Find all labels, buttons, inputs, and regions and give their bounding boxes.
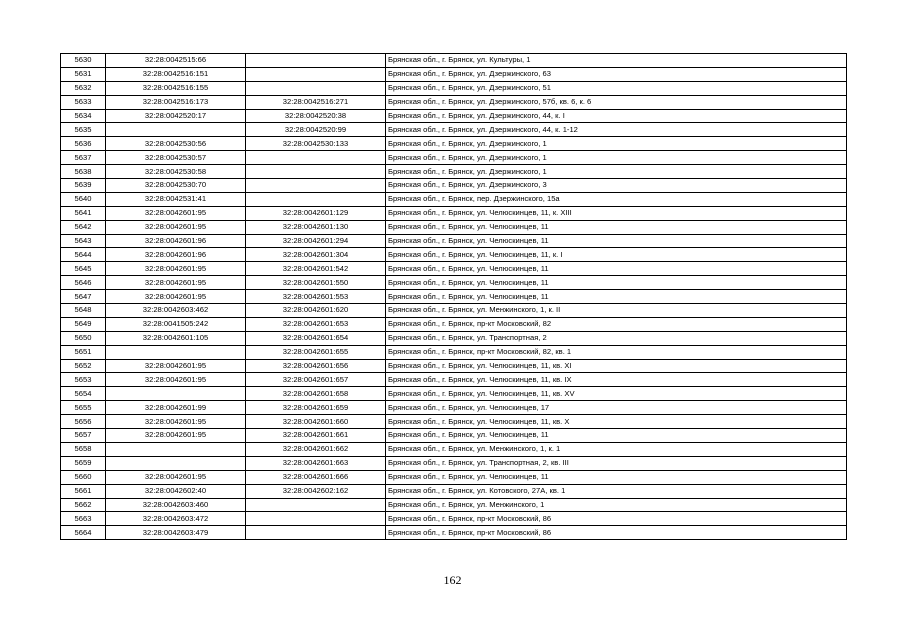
- land-cadastral-number-cell: 32:28:0042516:151: [106, 67, 246, 81]
- row-number-cell: 5648: [61, 304, 106, 318]
- object-cadastral-number-cell: 32:28:0042601:661: [246, 429, 386, 443]
- table-row: [61, 498, 847, 512]
- address-cell: Брянская обл., г. Брянск, ул. Челюскинцев, 11: [386, 220, 847, 234]
- table-row: [61, 456, 847, 470]
- land-cadastral-number-cell: 32:28:0042603:479: [106, 526, 246, 540]
- object-cadastral-number-cell: 32:28:0042601:294: [246, 234, 386, 248]
- address-cell: Брянская обл., г. Брянск, пр-кт Московский, 86: [386, 512, 847, 526]
- object-cadastral-number-cell: 32:28:0042601:657: [246, 373, 386, 387]
- object-cadastral-number-cell: 32:28:0042520:38: [246, 109, 386, 123]
- object-cadastral-number-cell: 32:28:0042530:133: [246, 137, 386, 151]
- land-cadastral-number-cell: [106, 456, 246, 470]
- row-number-cell: 5647: [61, 290, 106, 304]
- object-cadastral-number-cell: [246, 526, 386, 540]
- land-cadastral-number-cell: 32:28:0042530:57: [106, 151, 246, 165]
- table-row: [61, 179, 847, 193]
- address-cell: Брянская обл., г. Брянск, пер. Дзержинского, 15а: [386, 192, 847, 206]
- row-number-cell: 5663: [61, 512, 106, 526]
- address-cell: Брянская обл., г. Брянск, ул. Челюскинцев, 11: [386, 429, 847, 443]
- row-number-cell: 5639: [61, 179, 106, 193]
- row-number-cell: 5654: [61, 387, 106, 401]
- object-cadastral-number-cell: [246, 67, 386, 81]
- land-cadastral-number-cell: 32:28:0042530:56: [106, 137, 246, 151]
- object-cadastral-number-cell: [246, 179, 386, 193]
- table-row: [61, 317, 847, 331]
- land-cadastral-number-cell: [106, 123, 246, 137]
- row-number-cell: 5662: [61, 498, 106, 512]
- object-cadastral-number-cell: 32:28:0042601:130: [246, 220, 386, 234]
- row-number-cell: 5649: [61, 317, 106, 331]
- object-cadastral-number-cell: 32:28:0042601:666: [246, 470, 386, 484]
- row-number-cell: 5634: [61, 109, 106, 123]
- land-cadastral-number-cell: 32:28:0042601:95: [106, 415, 246, 429]
- address-cell: Брянская обл., г. Брянск, ул. Челюскинцев, 11: [386, 470, 847, 484]
- row-number-cell: 5632: [61, 81, 106, 95]
- table-row: [61, 67, 847, 81]
- address-cell: Брянская обл., г. Брянск, ул. Челюскинцев, 11, к. I: [386, 248, 847, 262]
- table-row: [61, 95, 847, 109]
- row-number-cell: 5651: [61, 345, 106, 359]
- table-row: [61, 137, 847, 151]
- row-number-cell: 5631: [61, 67, 106, 81]
- row-number-cell: 5661: [61, 484, 106, 498]
- table-row: [61, 276, 847, 290]
- land-cadastral-number-cell: 32:28:0042601:105: [106, 331, 246, 345]
- object-cadastral-number-cell: [246, 498, 386, 512]
- table-row: [61, 345, 847, 359]
- table-row: [61, 234, 847, 248]
- row-number-cell: 5644: [61, 248, 106, 262]
- row-number-cell: 5641: [61, 206, 106, 220]
- table-row: [61, 387, 847, 401]
- land-cadastral-number-cell: 32:28:0042601:95: [106, 276, 246, 290]
- object-cadastral-number-cell: [246, 81, 386, 95]
- table-row: [61, 123, 847, 137]
- object-cadastral-number-cell: 32:28:0042520:99: [246, 123, 386, 137]
- object-cadastral-number-cell: 32:28:0042601:663: [246, 456, 386, 470]
- object-cadastral-number-cell: [246, 192, 386, 206]
- land-cadastral-number-cell: 32:28:0042520:17: [106, 109, 246, 123]
- land-cadastral-number-cell: 32:28:0042601:95: [106, 429, 246, 443]
- object-cadastral-number-cell: 32:28:0042601:653: [246, 317, 386, 331]
- table-row: [61, 415, 847, 429]
- object-cadastral-number-cell: 32:28:0042601:654: [246, 331, 386, 345]
- land-cadastral-number-cell: 32:28:0042530:70: [106, 179, 246, 193]
- address-cell: Брянская обл., г. Брянск, ул. Челюскинцев, 11, к. XIII: [386, 206, 847, 220]
- address-cell: Брянская обл., г. Брянск, ул. Дзержинского, 44, к. 1-12: [386, 123, 847, 137]
- address-cell: Брянская обл., г. Брянск, пр-кт Московский, 82, кв. 1: [386, 345, 847, 359]
- row-number-cell: 5630: [61, 54, 106, 68]
- row-number-cell: 5653: [61, 373, 106, 387]
- object-cadastral-number-cell: 32:28:0042601:129: [246, 206, 386, 220]
- object-cadastral-number-cell: 32:28:0042601:655: [246, 345, 386, 359]
- row-number-cell: 5643: [61, 234, 106, 248]
- table-row: [61, 442, 847, 456]
- address-cell: Брянская обл., г. Брянск, пр-кт Московский, 82: [386, 317, 847, 331]
- address-cell: Брянская обл., г. Брянск, ул. Челюскинцев, 11: [386, 234, 847, 248]
- row-number-cell: 5656: [61, 415, 106, 429]
- table-row: [61, 109, 847, 123]
- object-cadastral-number-cell: 32:28:0042601:553: [246, 290, 386, 304]
- address-cell: Брянская обл., г. Брянск, ул. Челюскинцев, 11: [386, 262, 847, 276]
- row-number-cell: 5645: [61, 262, 106, 276]
- land-cadastral-number-cell: 32:28:0042601:95: [106, 290, 246, 304]
- table-row: [61, 373, 847, 387]
- land-cadastral-number-cell: [106, 345, 246, 359]
- object-cadastral-number-cell: 32:28:0042601:659: [246, 401, 386, 415]
- object-cadastral-number-cell: 32:28:0042601:550: [246, 276, 386, 290]
- table-row: [61, 290, 847, 304]
- object-cadastral-number-cell: 32:28:0042602:162: [246, 484, 386, 498]
- table-row: [61, 304, 847, 318]
- table-row: [61, 54, 847, 68]
- table-row: [61, 331, 847, 345]
- land-cadastral-number-cell: 32:28:0042516:155: [106, 81, 246, 95]
- land-cadastral-number-cell: 32:28:0042515:66: [106, 54, 246, 68]
- object-cadastral-number-cell: 32:28:0042601:660: [246, 415, 386, 429]
- object-cadastral-number-cell: [246, 54, 386, 68]
- land-cadastral-number-cell: 32:28:0042516:173: [106, 95, 246, 109]
- land-cadastral-number-cell: 32:28:0042603:462: [106, 304, 246, 318]
- address-cell: Брянская обл., г. Брянск, ул. Челюскинцев, 11: [386, 276, 847, 290]
- address-cell: Брянская обл., г. Брянск, ул. Челюскинцев, 11, кв. XV: [386, 387, 847, 401]
- land-cadastral-number-cell: 32:28:0042601:99: [106, 401, 246, 415]
- address-cell: Брянская обл., г. Брянск, ул. Дзержинского, 51: [386, 81, 847, 95]
- object-cadastral-number-cell: 32:28:0042601:656: [246, 359, 386, 373]
- land-cadastral-number-cell: 32:28:0042601:95: [106, 262, 246, 276]
- address-cell: Брянская обл., г. Брянск, ул. Челюскинцев, 17: [386, 401, 847, 415]
- object-cadastral-number-cell: 32:28:0042601:304: [246, 248, 386, 262]
- row-number-cell: 5657: [61, 429, 106, 443]
- object-cadastral-number-cell: [246, 151, 386, 165]
- cadastral-registry-table: [60, 53, 847, 540]
- address-cell: Брянская обл., г. Брянск, ул. Дзержинского, 3: [386, 179, 847, 193]
- land-cadastral-number-cell: 32:28:0042603:472: [106, 512, 246, 526]
- object-cadastral-number-cell: 32:28:0042601:620: [246, 304, 386, 318]
- object-cadastral-number-cell: 32:28:0042601:662: [246, 442, 386, 456]
- table-row: [61, 401, 847, 415]
- land-cadastral-number-cell: 32:28:0041505:242: [106, 317, 246, 331]
- table-row: [61, 151, 847, 165]
- address-cell: Брянская обл., г. Брянск, ул. Транспортная, 2: [386, 331, 847, 345]
- address-cell: Брянская обл., г. Брянск, ул. Дзержинского, 1: [386, 137, 847, 151]
- row-number-cell: 5664: [61, 526, 106, 540]
- land-cadastral-number-cell: 32:28:0042531:41: [106, 192, 246, 206]
- page-number: 162: [443, 573, 462, 587]
- row-number-cell: 5652: [61, 359, 106, 373]
- object-cadastral-number-cell: 32:28:0042601:658: [246, 387, 386, 401]
- table-row: [61, 81, 847, 95]
- land-cadastral-number-cell: 32:28:0042601:95: [106, 373, 246, 387]
- land-cadastral-number-cell: 32:28:0042601:95: [106, 359, 246, 373]
- address-cell: Брянская обл., г. Брянск, ул. Челюскинцев, 11, кв. X: [386, 415, 847, 429]
- row-number-cell: 5637: [61, 151, 106, 165]
- table-row: [61, 262, 847, 276]
- land-cadastral-number-cell: [106, 387, 246, 401]
- address-cell: Брянская обл., г. Брянск, ул. Дзержинского, 63: [386, 67, 847, 81]
- address-cell: Брянская обл., г. Брянск, ул. Культуры, 1: [386, 54, 847, 68]
- address-cell: Брянская обл., г. Брянск, ул. Менжинского, 1: [386, 498, 847, 512]
- row-number-cell: 5642: [61, 220, 106, 234]
- address-cell: Брянская обл., г. Брянск, ул. Транспортная, 2, кв. III: [386, 456, 847, 470]
- address-cell: Брянская обл., г. Брянск, ул. Дзержинского, 1: [386, 151, 847, 165]
- table-row: [61, 484, 847, 498]
- row-number-cell: 5659: [61, 456, 106, 470]
- registry-table-body: [61, 54, 847, 540]
- row-number-cell: 5650: [61, 331, 106, 345]
- row-number-cell: 5646: [61, 276, 106, 290]
- land-cadastral-number-cell: 32:28:0042601:95: [106, 206, 246, 220]
- table-row: [61, 248, 847, 262]
- land-cadastral-number-cell: 32:28:0042601:95: [106, 220, 246, 234]
- row-number-cell: 5660: [61, 470, 106, 484]
- land-cadastral-number-cell: [106, 442, 246, 456]
- table-row: [61, 526, 847, 540]
- table-row: [61, 206, 847, 220]
- land-cadastral-number-cell: 32:28:0042530:58: [106, 165, 246, 179]
- object-cadastral-number-cell: 32:28:0042516:271: [246, 95, 386, 109]
- table-row: [61, 359, 847, 373]
- address-cell: Брянская обл., г. Брянск, ул. Челюскинцев, 11: [386, 290, 847, 304]
- row-number-cell: 5640: [61, 192, 106, 206]
- row-number-cell: 5655: [61, 401, 106, 415]
- address-cell: Брянская обл., г. Брянск, ул. Челюскинцев, 11, кв. XI: [386, 359, 847, 373]
- object-cadastral-number-cell: [246, 512, 386, 526]
- land-cadastral-number-cell: 32:28:0042602:40: [106, 484, 246, 498]
- object-cadastral-number-cell: 32:28:0042601:542: [246, 262, 386, 276]
- table-row: [61, 192, 847, 206]
- table-row: [61, 470, 847, 484]
- row-number-cell: 5658: [61, 442, 106, 456]
- table-row: [61, 220, 847, 234]
- address-cell: Брянская обл., г. Брянск, ул. Менжинского, 1, к. 1: [386, 442, 847, 456]
- row-number-cell: 5635: [61, 123, 106, 137]
- row-number-cell: 5638: [61, 165, 106, 179]
- row-number-cell: 5636: [61, 137, 106, 151]
- address-cell: Брянская обл., г. Брянск, ул. Дзержинского, 1: [386, 165, 847, 179]
- land-cadastral-number-cell: 32:28:0042603:460: [106, 498, 246, 512]
- address-cell: Брянская обл., г. Брянск, ул. Менжинского, 1, к. II: [386, 304, 847, 318]
- address-cell: Брянская обл., г. Брянск, ул. Дзержинского, 44, к. I: [386, 109, 847, 123]
- table-row: [61, 512, 847, 526]
- land-cadastral-number-cell: 32:28:0042601:96: [106, 248, 246, 262]
- address-cell: Брянская обл., г. Брянск, ул. Челюскинцев, 11, кв. IX: [386, 373, 847, 387]
- address-cell: Брянская обл., г. Брянск, ул. Котовского, 27А, кв. 1: [386, 484, 847, 498]
- object-cadastral-number-cell: [246, 165, 386, 179]
- row-number-cell: 5633: [61, 95, 106, 109]
- address-cell: Брянская обл., г. Брянск, ул. Дзержинского, 57б, кв. 6, к. 6: [386, 95, 847, 109]
- table-row: [61, 429, 847, 443]
- address-cell: Брянская обл., г. Брянск, пр-кт Московский, 86: [386, 526, 847, 540]
- land-cadastral-number-cell: 32:28:0042601:96: [106, 234, 246, 248]
- table-row: [61, 165, 847, 179]
- land-cadastral-number-cell: 32:28:0042601:95: [106, 470, 246, 484]
